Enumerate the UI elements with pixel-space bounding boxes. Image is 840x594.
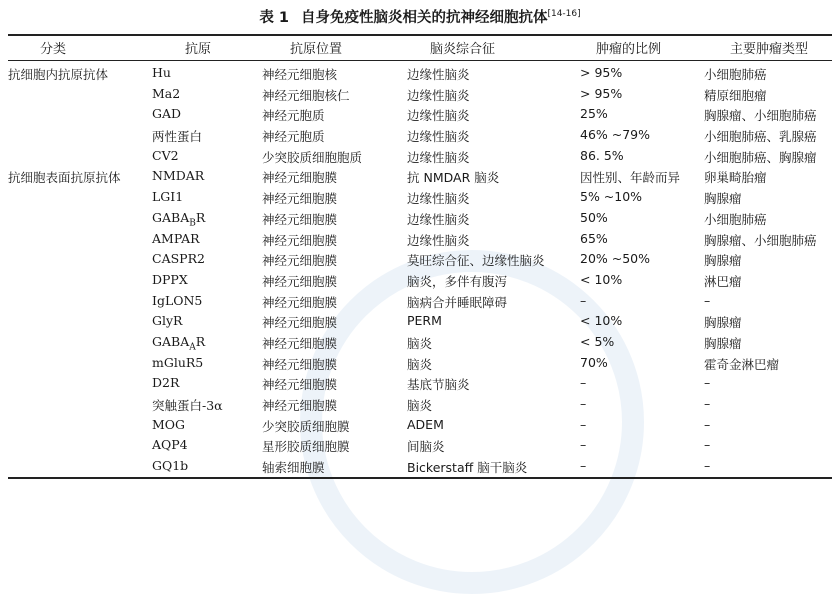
table-row: [0, 270, 840, 291]
cell-syndrome: 边缘性脑炎: [407, 108, 470, 124]
cell-antigen: $GABA_BR$: [152, 209, 206, 229]
cell-tumor-ratio: 因性别、年龄而异: [580, 170, 681, 186]
cell-category: 抗细胞内抗原抗体: [8, 67, 109, 82]
table-header-row: [0, 38, 840, 58]
top-rule: [8, 34, 832, 36]
cell-antigen-location: 轴索细胞膜: [262, 460, 325, 476]
table-row: [0, 394, 840, 415]
header-antigen-location: 抗原位置: [290, 42, 343, 57]
cell-antigen: D2R: [152, 375, 180, 391]
bottom-rule: [8, 477, 832, 479]
table-row: [0, 125, 840, 146]
table-reference: [14-16]: [547, 9, 581, 20]
table-title: 自身免疫性脑炎相关的抗神经细胞抗体: [300, 10, 548, 26]
cell-syndrome: 基底节脑炎: [407, 377, 470, 393]
cell-antigen: LGI1: [152, 189, 184, 205]
cell-tumor-type: 小细胞肺癌、乳腺癌: [704, 129, 817, 145]
cell-antigen-location: 少突胶质细胞胞质: [262, 149, 363, 165]
cell-tumor-type: –: [704, 458, 711, 474]
cell-tumor-ratio: –: [580, 437, 587, 453]
cell-tumor-ratio: –: [580, 375, 587, 391]
cell-tumor-ratio: –: [580, 416, 587, 432]
cell-antigen: NMDAR: [152, 168, 205, 184]
cell-tumor-ratio: 70%: [580, 354, 608, 370]
table-row: [0, 187, 840, 208]
cell-antigen: Hu: [152, 65, 171, 80]
cell-tumor-type: 小细胞肺癌: [704, 67, 767, 82]
table-body: [0, 63, 840, 477]
cell-tumor-type: 胸腺瘤: [704, 315, 742, 331]
cell-tumor-type: 胸腺瘤、小细胞肺癌: [704, 108, 817, 124]
table-row: [0, 311, 840, 332]
cell-tumor-type: 霍奇金淋巴瘤: [704, 356, 780, 372]
cell-antigen-location: 神经元胞质: [262, 108, 325, 124]
cell-antigen-location: 神经元细胞膜: [262, 377, 338, 393]
table-row: [0, 291, 840, 312]
cell-tumor-ratio: –: [580, 396, 587, 411]
cell-antigen: GAD: [152, 106, 182, 122]
table-row: [0, 166, 840, 187]
table-row: [0, 229, 840, 250]
cell-syndrome: 脑炎: [407, 356, 433, 372]
cell-tumor-type: –: [704, 416, 711, 432]
cell-antigen-location: 少突胶质细胞膜: [262, 418, 350, 434]
cell-antigen: CV2: [152, 147, 179, 163]
table-row: [0, 435, 840, 456]
header-tumor-ratio: 肿瘤的比例: [596, 42, 662, 57]
cell-antigen: CASPR2: [152, 251, 205, 267]
cell-tumor-type: 卵巢畸胎瘤: [704, 170, 767, 186]
header-rule: [8, 60, 832, 61]
cell-antigen-location: 星形胶质细胞膜: [262, 439, 350, 455]
cell-tumor-type: 胸腺瘤: [704, 335, 742, 351]
cell-tumor-ratio: < 10%: [580, 313, 623, 329]
header-syndrome: 脑炎综合征: [430, 42, 496, 57]
cell-syndrome: 边缘性脑炎: [407, 191, 470, 207]
cell-antigen-location: 神经元细胞膜: [262, 191, 338, 207]
cell-antigen: 突触蛋白-3α: [152, 398, 223, 413]
cell-tumor-type: 胸腺瘤: [704, 253, 742, 269]
cell-antigen-location: 神经元细胞核: [262, 67, 338, 82]
cell-tumor-type: 胸腺瘤: [704, 191, 742, 207]
cell-tumor-type: –: [704, 437, 711, 453]
table-row: [0, 373, 840, 394]
cell-antigen-location: 神经元细胞膜: [262, 273, 338, 289]
cell-syndrome: 边缘性脑炎: [407, 232, 470, 248]
cell-antigen-location: 神经元细胞膜: [262, 356, 338, 372]
cell-tumor-ratio: 5% ~10%: [580, 189, 643, 205]
table-row: [0, 63, 840, 84]
table-row: [0, 104, 840, 125]
cell-tumor-type: 小细胞肺癌、胸腺瘤: [704, 149, 817, 165]
table-row: [0, 332, 840, 353]
table-row: [0, 249, 840, 270]
cell-syndrome: 脑炎，多伴有腹泻: [407, 273, 508, 289]
cell-tumor-type: –: [704, 396, 711, 411]
cell-antigen: DPPX: [152, 271, 188, 287]
cell-tumor-ratio: > 95%: [580, 85, 623, 101]
header-antigen: 抗原: [185, 42, 212, 57]
cell-tumor-ratio: –: [580, 292, 587, 308]
cell-tumor-type: 胸腺瘤、小细胞肺癌: [704, 232, 817, 248]
table-row: [0, 146, 840, 167]
cell-tumor-ratio: < 5%: [580, 333, 615, 349]
cell-antigen-location: 神经元细胞膜: [262, 211, 338, 227]
table-caption: [0, 6, 840, 27]
cell-syndrome: 边缘性脑炎: [407, 67, 470, 82]
cell-antigen-location: 神经元细胞核仁: [262, 87, 350, 103]
table-row: [0, 415, 840, 436]
cell-tumor-type: –: [704, 375, 711, 391]
cell-syndrome: 间脑炎: [407, 439, 445, 455]
cell-antigen-location: 神经元细胞膜: [262, 253, 338, 269]
cell-antigen-location: 神经元细胞膜: [262, 170, 338, 186]
cell-syndrome: 脑病合并睡眠障碍: [407, 294, 508, 310]
cell-syndrome: 抗 NMDAR 脑炎: [407, 170, 500, 186]
cell-syndrome: 边缘性脑炎: [407, 129, 470, 145]
cell-tumor-ratio: 46% ~79%: [580, 127, 651, 143]
cell-antigen-location: 神经元细胞膜: [262, 335, 338, 351]
cell-syndrome: 边缘性脑炎: [407, 149, 470, 165]
table-row: [0, 456, 840, 477]
cell-antigen: GQ1b: [152, 458, 189, 474]
cell-tumor-ratio: –: [580, 458, 587, 474]
table-label: 表 1: [259, 10, 289, 26]
cell-antigen-location: 神经元细胞膜: [262, 294, 338, 310]
table-row: [0, 353, 840, 374]
cell-syndrome: 脑炎: [407, 398, 433, 413]
cell-antigen: MOG: [152, 416, 186, 432]
cell-tumor-ratio: 25%: [580, 106, 608, 122]
cell-antigen-location: 神经元细胞膜: [262, 315, 338, 331]
cell-antigen: Ma2: [152, 85, 181, 101]
cell-tumor-ratio: 50%: [580, 209, 608, 225]
table-row: [0, 84, 840, 105]
header-tumor-type: 主要肿瘤类型: [730, 42, 809, 57]
cell-antigen: AQP4: [152, 437, 188, 453]
header-category: 分类: [40, 42, 67, 57]
cell-tumor-ratio: 20% ~50%: [580, 251, 651, 267]
table-row: [0, 208, 840, 229]
cell-syndrome: 边缘性脑炎: [407, 211, 470, 227]
cell-syndrome: 边缘性脑炎: [407, 87, 470, 103]
cell-antigen-location: 神经元胞质: [262, 129, 325, 145]
cell-tumor-ratio: < 10%: [580, 271, 623, 287]
cell-tumor-type: 精原细胞瘤: [704, 87, 767, 103]
cell-category: 抗细胞表面抗原抗体: [8, 170, 121, 186]
cell-antigen: GlyR: [152, 313, 183, 329]
cell-tumor-type: 小细胞肺癌: [704, 211, 767, 227]
cell-antigen: mGluR5: [152, 354, 204, 370]
cell-antigen: AMPAR: [152, 230, 200, 246]
cell-syndrome: 莫旺综合征、边缘性脑炎: [407, 253, 545, 269]
cell-antigen: $GABA_AR$: [152, 333, 206, 353]
cell-antigen: IgLON5: [152, 292, 203, 308]
cell-antigen-location: 神经元细胞膜: [262, 398, 338, 413]
cell-syndrome: PERM: [407, 313, 442, 329]
cell-syndrome: Bickerstaff 脑干脑炎: [407, 460, 528, 476]
cell-syndrome: ADEM: [407, 416, 444, 432]
cell-tumor-type: 淋巴瘤: [704, 273, 742, 289]
cell-syndrome: 脑炎: [407, 335, 433, 351]
cell-antigen-location: 神经元细胞膜: [262, 232, 338, 248]
cell-tumor-ratio: 65%: [580, 230, 608, 246]
cell-antigen: 两性蛋白: [152, 129, 203, 145]
cell-tumor-type: –: [704, 292, 711, 308]
cell-tumor-ratio: > 95%: [580, 65, 623, 80]
cell-tumor-ratio: 86. 5%: [580, 147, 624, 163]
